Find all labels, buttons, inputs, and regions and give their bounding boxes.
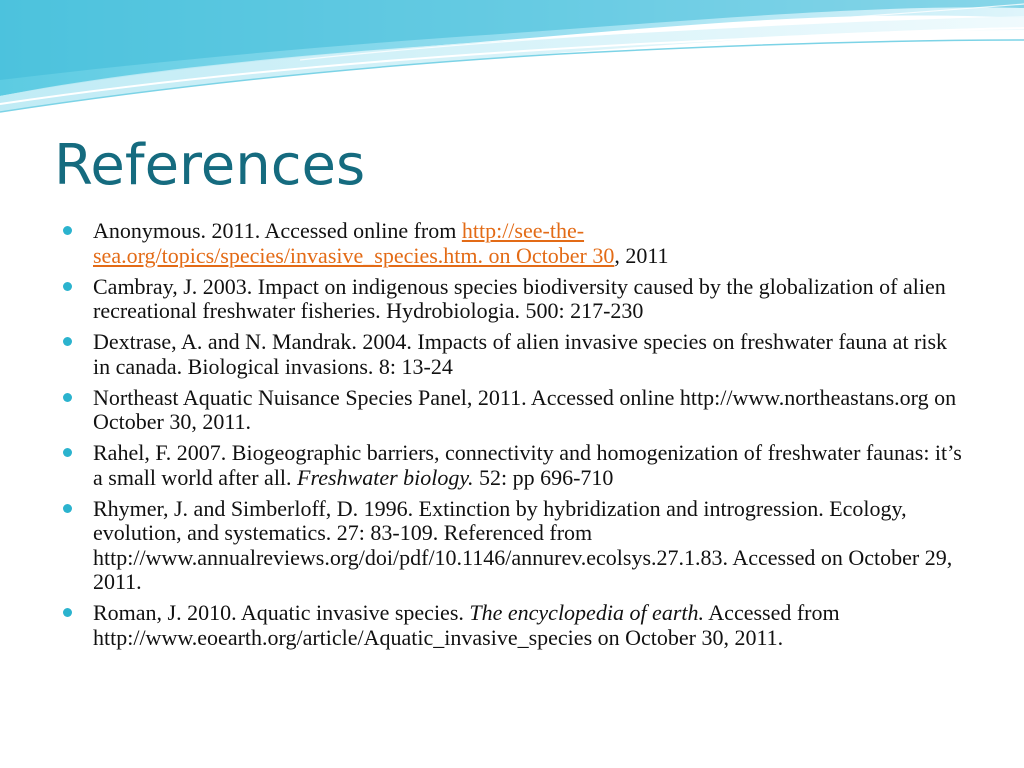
wave-header-graphic bbox=[0, 0, 1024, 130]
reference-item bbox=[63, 601, 968, 650]
reference-item bbox=[63, 386, 968, 435]
reference-text: Dextrase, A. and N. Mandrak. 2004. Impacts of alien invasive species on freshwater fauna at risk in canada. Biological invasions. 8: 13-24 bbox=[93, 329, 948, 379]
bullet-icon bbox=[63, 337, 72, 346]
reference-item bbox=[63, 497, 968, 595]
bullet-icon bbox=[63, 448, 72, 457]
journal-title: The encyclopedia of earth. bbox=[469, 600, 704, 625]
bullet-icon bbox=[63, 608, 72, 617]
journal-title: Freshwater biology. bbox=[297, 464, 474, 490]
reference-text: Northeast Aquatic Nuisance Species Panel, 2011. Accessed online http://www.northeastans.org on October 30, 2011. bbox=[93, 384, 957, 434]
reference-text: Cambray, J. 2003. Impact on indigenous species biodiversity caused by the globalization of alien recreational freshwater fisheries. Hydrobiologia. 500: 217-230 bbox=[93, 273, 946, 323]
reference-item bbox=[63, 441, 968, 490]
slide-title: References bbox=[54, 133, 366, 198]
bullet-icon bbox=[63, 393, 72, 402]
reference-text: Rhymer, J. and Simberloff, D. 1996. Extinction by hybridization and introgression. Ecology, evolution, and systematics. 27: 83-109. Referenced from http://www.annualreviews.org/doi/pdf/10.1146/annurev.ecolsys.27.1.83. Accessed on October 29, 2011. bbox=[93, 495, 953, 594]
reference-item bbox=[63, 275, 968, 324]
reference-text: Rahel, F. 2007. Biogeographic barriers, connectivity and homogenization of freshwater faunas: it’s a small world after all. bbox=[93, 440, 962, 490]
bullet-icon bbox=[63, 504, 72, 513]
reference-text: , 2011 bbox=[614, 242, 669, 268]
reference-text: Anonymous. 2011. Accessed online from bbox=[93, 218, 462, 243]
reference-text: 52: pp 696-710 bbox=[473, 464, 614, 490]
bullet-icon bbox=[63, 226, 72, 235]
reference-item bbox=[63, 330, 968, 379]
reference-link[interactable]: http://see-the-sea.org/topics/species/invasive_species.htm. on October 30 bbox=[93, 218, 615, 268]
reference-text: Accessed from http://www.eoearth.org/article/Aquatic_invasive_species on October 30, 2011. bbox=[93, 600, 840, 650]
reference-item bbox=[63, 219, 968, 268]
bullet-icon bbox=[63, 282, 72, 291]
reference-text: Roman, J. 2010. Aquatic invasive species. bbox=[93, 600, 470, 625]
reference-list bbox=[63, 219, 968, 657]
